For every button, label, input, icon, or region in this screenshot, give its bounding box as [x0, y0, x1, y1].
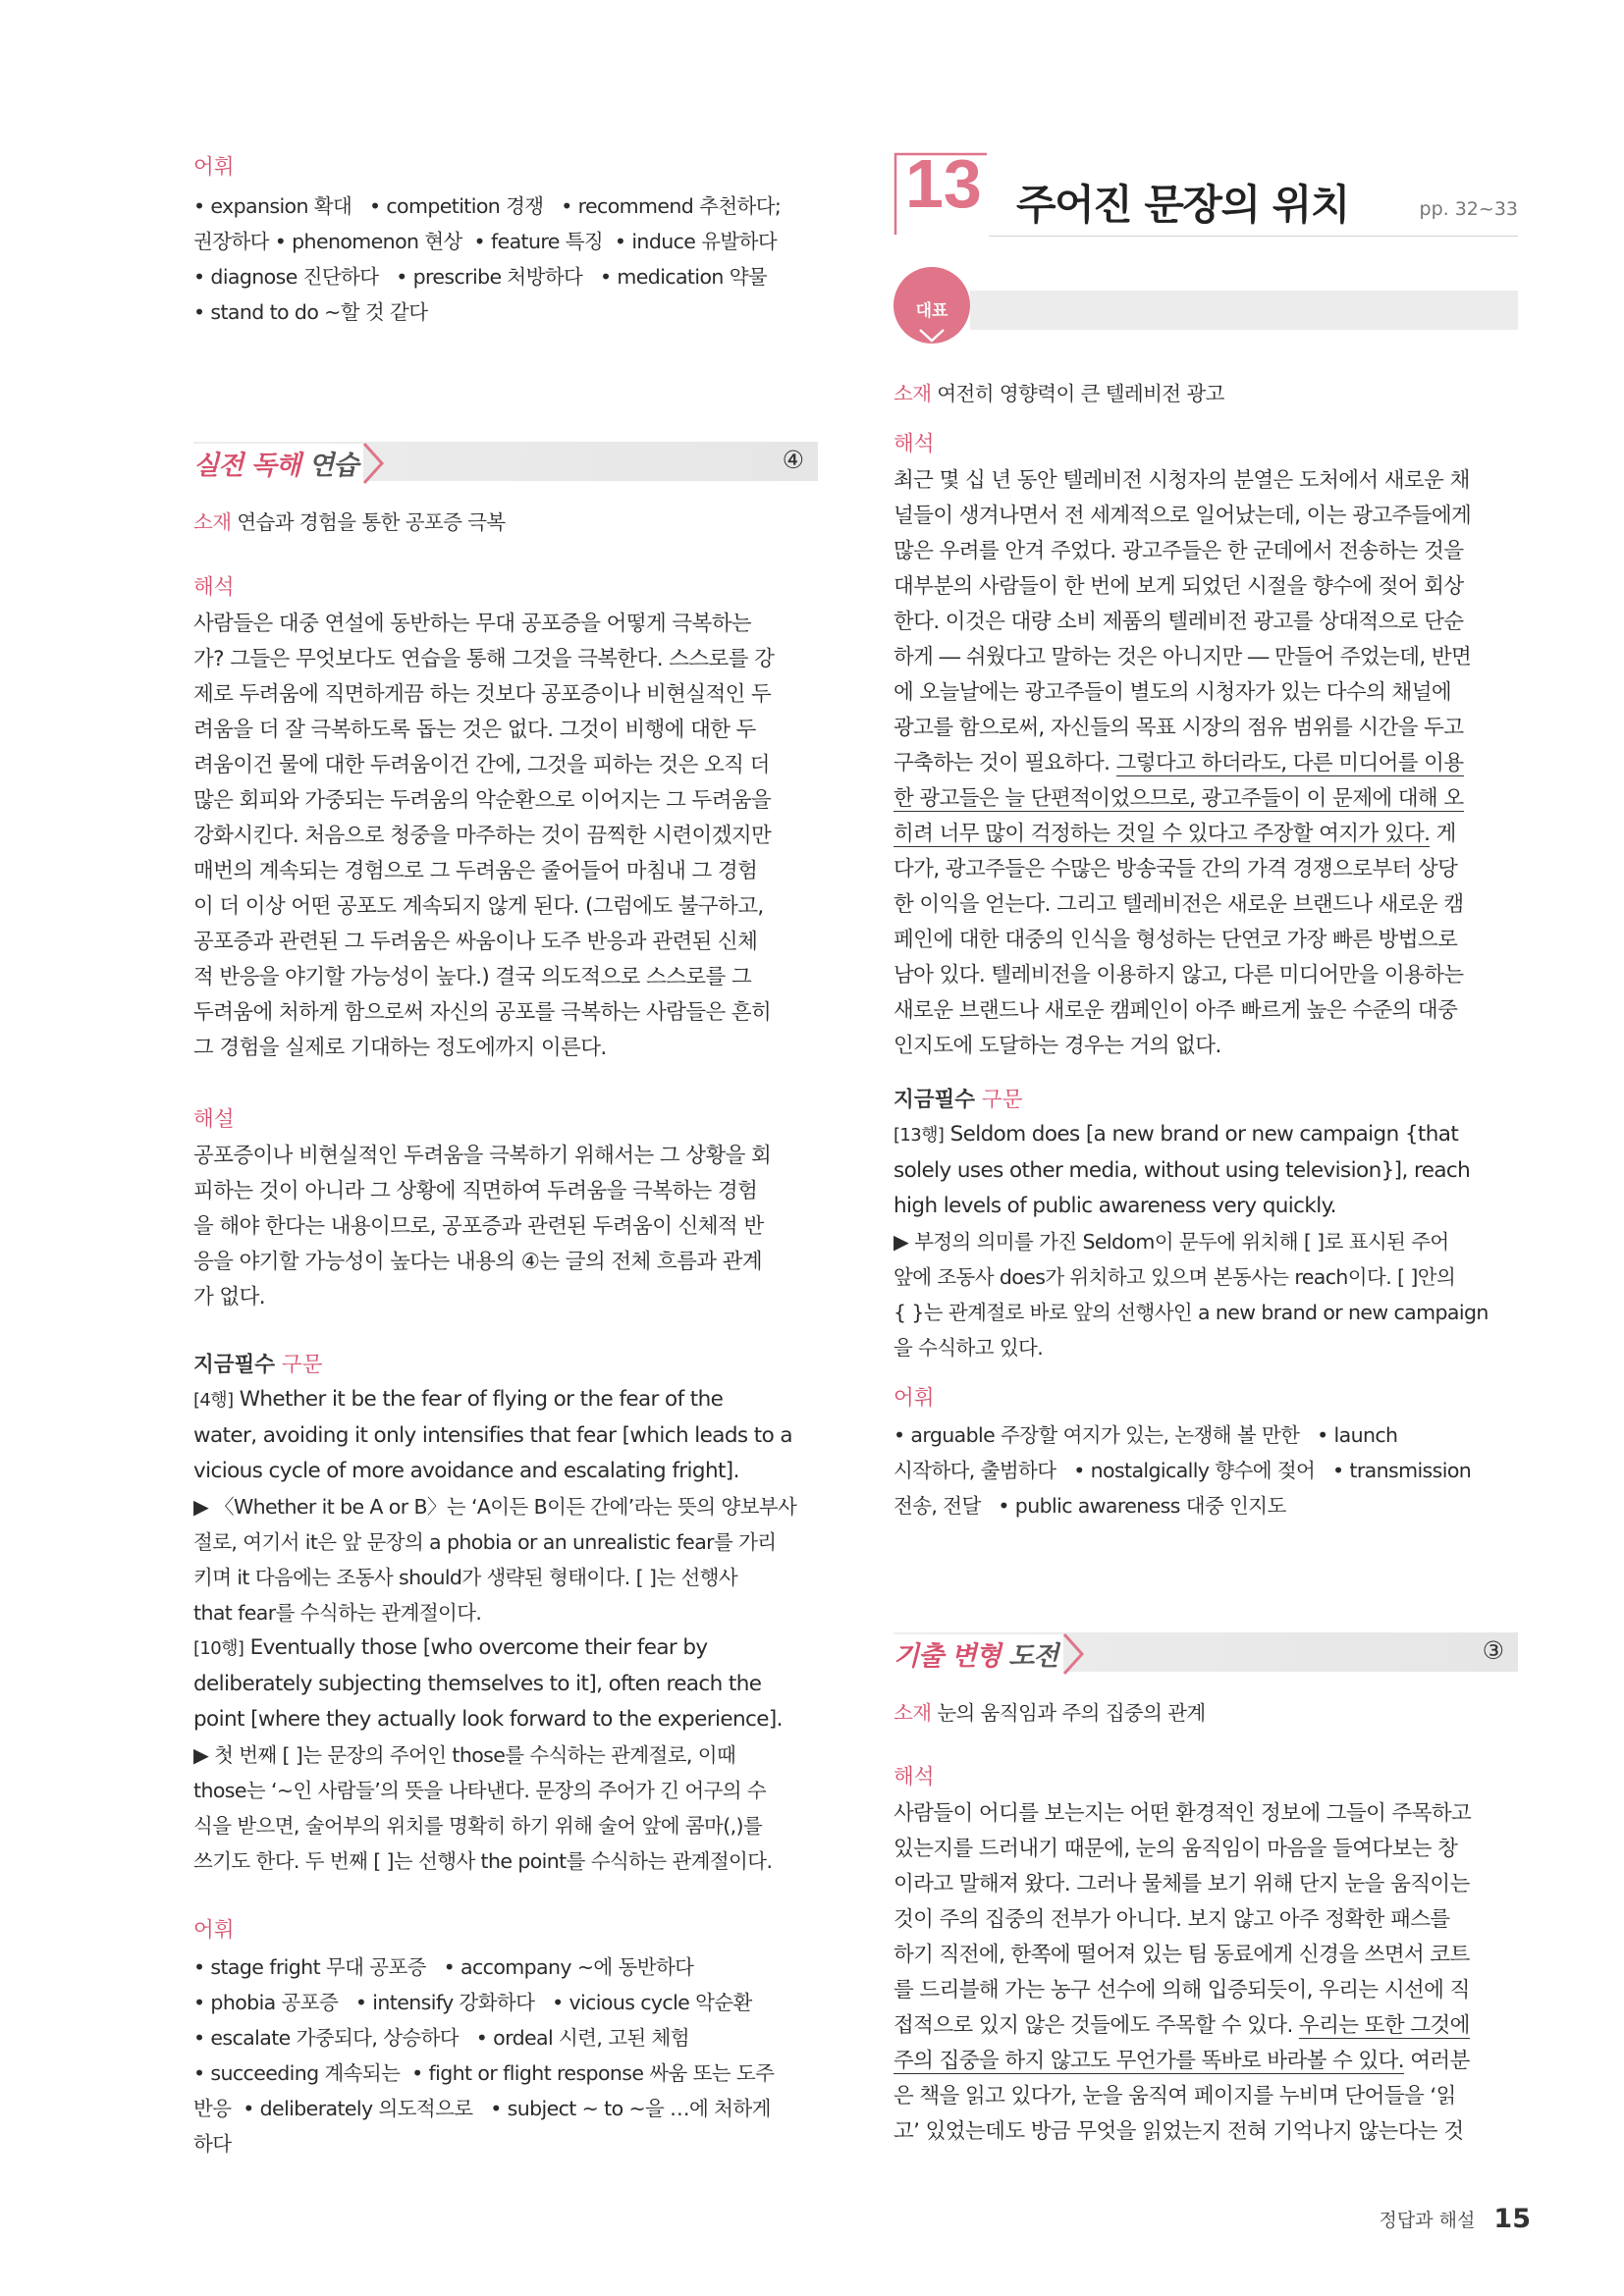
badge-bar	[970, 291, 1518, 330]
vocab-line: • diagnose 진단하다 • prescribe 처방하다 • medication 약물	[193, 265, 768, 289]
sentence-line: vicious cycle of more avoidance and escalating fright].	[193, 1459, 739, 1483]
right-translation	[893, 432, 1518, 1064]
text-line: 대부분의 사람들이 한 번에 보게 되었던 시절을 향수에 젖어 회상	[893, 574, 1464, 599]
section-title-b: 연습	[308, 451, 358, 481]
text-line: 키며 it 다음에는 조동사 should가 생략된 형태이다. [ ]는 선행사	[193, 1566, 738, 1589]
text-line: 쓰기도 한다. 두 번째 [ ]는 선행사 the point를 수식하는 관계절이다.	[193, 1849, 773, 1873]
challenge-translation	[893, 1765, 1518, 2150]
text-line: 절로, 여기서 it은 앞 문장의 a phobia or an unrealistic fear를 가리	[193, 1530, 777, 1554]
chevron-down-icon	[917, 328, 947, 344]
vocab-list	[193, 188, 818, 330]
text-line: 고’ 있었는데도 방금 무엇을 읽었는지 전혀 기억나지 않는다는 것	[893, 2119, 1464, 2144]
answer-number: ④	[782, 446, 804, 474]
syntax-note	[893, 1224, 1518, 1365]
vocab-heading: 어휘	[893, 1386, 935, 1411]
practice-section-title	[193, 444, 363, 482]
text-line: 것이 주의 집중의 전부가 아니다. 보지 않고 아주 정확한 패스를	[893, 1907, 1450, 1932]
page-range: pp. 32~33	[1419, 198, 1518, 220]
badge-line: 대표	[915, 301, 948, 321]
text-line: 구축하는 것이 필요하다. 그렇다고 하더라도, 다른 미디어를 이용	[893, 751, 1464, 775]
syntax-heading-b: 구문	[281, 1353, 323, 1377]
topic-label: 소재	[193, 510, 232, 534]
text-line: 앞에 조동사 does가 위치하고 있으며 본동사는 reach이다. [ ]안의	[893, 1265, 1456, 1289]
chevron-right-icon	[1058, 1632, 1088, 1676]
chevron-right-icon	[358, 442, 388, 485]
topic-label: 소재	[893, 1701, 932, 1725]
right-vocab	[893, 1386, 1518, 1523]
translation-heading: 해석	[193, 575, 235, 600]
text-line: 피하는 것이 아니라 그 상황에 직면하여 두려움을 극복하는 경험	[193, 1179, 758, 1203]
text-line: 려움이건 물에 대한 두려움이건 간에, 그것을 피하는 것은 오직 더	[193, 753, 770, 777]
page-footer	[1380, 2204, 1531, 2234]
vocab-line: • stand to do ~할 것 같다	[193, 300, 428, 324]
text-line: 전송, 전달 • public awareness 대중 인지도	[893, 1494, 1286, 1518]
text-line: 접적으로 있지 않은 것들에도 주목할 수 있다. 우리는 또한 그것에	[893, 2013, 1470, 2038]
text-line: 이 더 이상 어떤 공포도 계속되지 않게 된다. (그럼에도 불구하고,	[193, 894, 764, 919]
text-line: 많은 우려를 안겨 주었다. 광고주들은 한 군데에서 전송하는 것을	[893, 539, 1464, 563]
syntax-note-2	[193, 1737, 818, 1879]
text-line: 다가, 광고주들은 수많은 방송국들 간의 가격 경쟁으로부터 상당	[893, 857, 1458, 881]
syntax-heading-b: 구문	[981, 1088, 1023, 1112]
text-line: that fear를 수식하는 관계절이다.	[193, 1601, 482, 1625]
sentence-line: Seldom does [a new brand or new campaign {that	[949, 1122, 1459, 1147]
text-line: 하다	[193, 2132, 232, 2156]
text-line: 하기 직전에, 한쪽에 떨어져 있는 팀 동료에게 신경을 쓰면서 코트	[893, 1943, 1470, 1967]
practice-topic	[193, 505, 818, 540]
vocab-heading: 어휘	[193, 1918, 235, 1943]
section-title-a: 기출 변형	[893, 1641, 1001, 1672]
text-line: • arguable 주장할 여지가 있는, 논쟁해 볼 만한 • launch	[893, 1423, 1398, 1447]
text-line: 최근 몇 십 년 동안 텔레비전 시청자의 분열은 도처에서 새로운 채	[893, 468, 1470, 493]
text-line: 페인에 대한 대중의 인식을 형성하는 단연코 가장 빠른 방법으로	[893, 928, 1458, 952]
text-line: 을 해야 한다는 내용이므로, 공포증과 관련된 두려움이 신체적 반	[193, 1214, 764, 1239]
line-tag: [10행]	[193, 1638, 244, 1659]
lesson-number: 13	[905, 145, 982, 222]
text-line: 려움을 더 잘 극복하도록 돕는 것은 없다. 그것이 비행에 대한 두	[193, 718, 756, 742]
vocab-heading: 어휘	[193, 155, 235, 180]
text-line: • succeeding 계속되는 • fight or flight response 싸움 또는 도주	[193, 2061, 775, 2085]
text-line: 있는지를 드러내기 때문에, 눈의 움직임이 마음을 들여다보는 창	[893, 1837, 1458, 1861]
syntax-section-right	[893, 1088, 1518, 1365]
syntax-note-1	[193, 1489, 818, 1630]
text-line: • escalate 가중되다, 상승하다 • ordeal 시련, 고된 체험	[193, 2026, 689, 2050]
badge-line: 기출	[915, 356, 948, 376]
text-line: 히려 너무 많이 걱정하는 것일 수 있다고 주장할 여지가 있다. 게	[893, 822, 1456, 846]
challenge-section-bar	[893, 1632, 1518, 1672]
text-line: 가 없다.	[193, 1285, 265, 1309]
text-line: 새로운 브랜드나 새로운 캠페인이 아주 빠르게 높은 수준의 대중	[893, 998, 1458, 1023]
text-line: 에 오늘날에는 광고주들이 별도의 시청자가 있는 다수의 채널에	[893, 680, 1452, 705]
text-line: 광고를 함으로써, 자신들의 목표 시장의 점유 범위를 시간을 두고	[893, 716, 1464, 740]
sentence-line: deliberately subjecting themselves to it], often reach the	[193, 1672, 762, 1696]
explanation-heading: 해설	[193, 1107, 235, 1132]
text-line: 그 경험을 실제로 기대하는 정도에까지 이른다.	[193, 1036, 607, 1060]
text-line: 주의 집중을 하지 않고도 무언가를 똑바로 바라볼 수 있다. 여러분	[893, 2049, 1470, 2073]
vocab-line: • expansion 확대 • competition 경쟁 • recommend 추천하다;	[193, 194, 782, 218]
topic-label: 소재	[893, 382, 932, 405]
vocab-section-2	[193, 1918, 818, 2162]
translation-body	[893, 463, 1518, 1064]
section-title-a: 실전 독해	[193, 451, 300, 481]
syntax-sentence-1	[193, 1382, 818, 1489]
line-tag: [4행]	[193, 1390, 234, 1411]
text-line: 공포증이나 비현실적인 두려움을 극복하기 위해서는 그 상황을 회	[193, 1144, 772, 1168]
sentence-line: water, avoiding it only intensifies that fear [which leads to a	[193, 1423, 792, 1448]
topic-text: 눈의 움직임과 주의 집중의 관계	[937, 1701, 1206, 1725]
text-line: 반응 • deliberately 의도적으로 • subject ~ to ~을 …에 처하게	[193, 2097, 771, 2120]
text-line: 하게 ― 쉬웠다고 말하는 것은 아니지만 ― 만들어 주었는데, 반면	[893, 645, 1472, 669]
text-line: 한다. 이것은 대량 소비 제품의 텔레비전 광고를 상대적으로 단순	[893, 610, 1464, 634]
text-line: 적 반응을 야기할 가능성이 높다.) 결국 의도적으로 스스로를 그	[193, 965, 752, 989]
page-number: 15	[1493, 2204, 1531, 2234]
section-title-b: 도전	[1008, 1641, 1058, 1672]
text-line: 매번의 계속되는 경험으로 그 두려움은 줄어들어 마침내 그 경험	[193, 859, 758, 883]
practice-translation	[193, 575, 818, 1066]
text-line: 많은 회피와 가중되는 두려움의 악순환으로 이어지는 그 두려움을	[193, 788, 772, 813]
challenge-topic	[893, 1695, 1518, 1731]
text-line: ▶ 〈Whether it be A or B〉는 ‘A이든 B이든 간에’라는 뜻의 양보부사	[193, 1495, 797, 1519]
text-line: 남아 있다. 텔레비전을 이용하지 않고, 다른 미디어만을 이용하는	[893, 963, 1464, 988]
text-line: 사람들이 어디를 보는지는 어떤 환경적인 정보에 그들이 주목하고	[893, 1801, 1472, 1826]
translation-body	[193, 607, 818, 1066]
syntax-heading-a: 지금필수	[893, 1088, 976, 1112]
text-line: 공포증과 관련된 그 두려움은 싸움이나 도주 반응과 관련된 신체	[193, 930, 758, 954]
sentence-line: high levels of public awareness very quickly.	[893, 1194, 1336, 1218]
title-divider	[989, 236, 1518, 237]
syntax-section-left	[193, 1353, 818, 1879]
translation-body	[893, 1796, 1518, 2150]
text-line: 이라고 말해져 왔다. 그러나 물체를 보기 위해 단지 눈을 움직이는	[893, 1872, 1470, 1896]
lesson-title: 주어진 문장의 위치	[1016, 181, 1349, 229]
answer-number: ③	[1482, 1636, 1504, 1665]
text-line: 사람들은 대중 연설에 동반하는 무대 공포증을 어떻게 극복하는	[193, 612, 752, 636]
text-line: 를 드리블해 가는 농구 선수에 의해 입증되듯이, 우리는 시선에 직	[893, 1978, 1470, 2002]
topic-text: 연습과 경험을 통한 공포증 극복	[237, 510, 506, 534]
vocab-line: 권장하다 • phenomenon 현상 • feature 특징 • induce 유발하다	[193, 230, 778, 253]
sentence-line: point [where they actually look forward to the experience].	[193, 1707, 783, 1732]
text-line: 시작하다, 출범하다 • nostalgically 향수에 젖어 • transmission	[893, 1459, 1472, 1482]
topic-1	[893, 376, 1518, 411]
text-line: 한 이익을 얻는다. 그리고 텔레비전은 새로운 브랜드나 새로운 캠	[893, 892, 1464, 917]
practice-section-bar	[193, 442, 818, 481]
text-line: 한 광고들은 늘 단편적이었으므로, 광고주들이 이 문제에 대해 오	[893, 786, 1464, 811]
text-line: 널들이 생겨나면서 전 세계적으로 일어났는데, 이는 광고주들에게	[893, 504, 1472, 528]
translation-heading: 해석	[893, 1765, 935, 1789]
challenge-section-title	[893, 1634, 1063, 1673]
explanation-body	[193, 1139, 818, 1315]
text-line: 은 책을 읽고 있다가, 눈을 움직여 페이지를 누비며 단어들을 ‘읽	[893, 2084, 1456, 2109]
text-line: 강화시킨다. 처음으로 청중을 마주하는 것이 끔찍한 시련이겠지만	[193, 824, 772, 848]
text-line: { }는 관계절로 바로 앞의 선행사인 a new brand or new campaign	[893, 1301, 1489, 1324]
syntax-sentence-2	[193, 1630, 818, 1737]
text-line: those는 ‘~인 사람들’의 뜻을 나타낸다. 문장의 주어가 긴 어구의 수	[193, 1779, 767, 1802]
syntax-sentence	[893, 1117, 1518, 1224]
text-line: 제로 두려움에 직면하게끔 하는 것보다 공포증이나 비현실적인 두	[193, 682, 772, 707]
sentence-line: Eventually those [who overcome their fear by	[249, 1635, 708, 1660]
text-line: ▶ 첫 번째 [ ]는 문장의 주어인 those를 수식하는 관계절로, 이때	[193, 1743, 736, 1767]
sentence-line: solely uses other media, without using television}], reach	[893, 1158, 1471, 1183]
text-line: 가? 그들은 무엇보다도 연습을 통해 그것을 극복한다. 스스로를 강	[193, 647, 775, 671]
vocab-list	[193, 1949, 818, 2162]
syntax-heading-a: 지금필수	[193, 1353, 276, 1377]
vocab-section-1	[193, 155, 818, 330]
text-line: • stage fright 무대 공포증 • accompany ~에 동반하다	[193, 1955, 694, 1979]
lesson-number-box	[893, 145, 989, 235]
practice-explanation	[193, 1107, 818, 1315]
text-line: 응을 야기할 가능성이 높다는 내용의 ④는 글의 전체 흐름과 관계	[193, 1250, 763, 1274]
text-line: 인지도에 도달하는 경우는 거의 없다.	[893, 1034, 1221, 1058]
vocab-list	[893, 1417, 1518, 1523]
topic-text: 여전히 영향력이 큰 텔레비전 광고	[937, 382, 1224, 405]
line-tag: [13행]	[893, 1125, 945, 1146]
sentence-line: Whether it be the fear of flying or the fear of the	[239, 1387, 724, 1412]
text-line: • phobia 공포증 • intensify 강화하다 • vicious cycle 악순환	[193, 1991, 752, 2014]
text-line: 식을 받으면, 술어부의 위치를 명확히 하기 위해 술어 앞에 콤마(,)를	[193, 1814, 763, 1838]
text-line: ▶ 부정의 의미를 가진 Seldom이 문두에 위치해 [ ]로 표시된 주어	[893, 1230, 1449, 1254]
text-line: 을 수식하고 있다.	[893, 1336, 1044, 1360]
text-line: 두려움에 처하게 함으로써 자신의 공포를 극복하는 사람들은 흔히	[193, 1000, 772, 1025]
footer-label: 정답과 해설	[1379, 2210, 1476, 2231]
translation-heading: 해석	[893, 432, 935, 456]
